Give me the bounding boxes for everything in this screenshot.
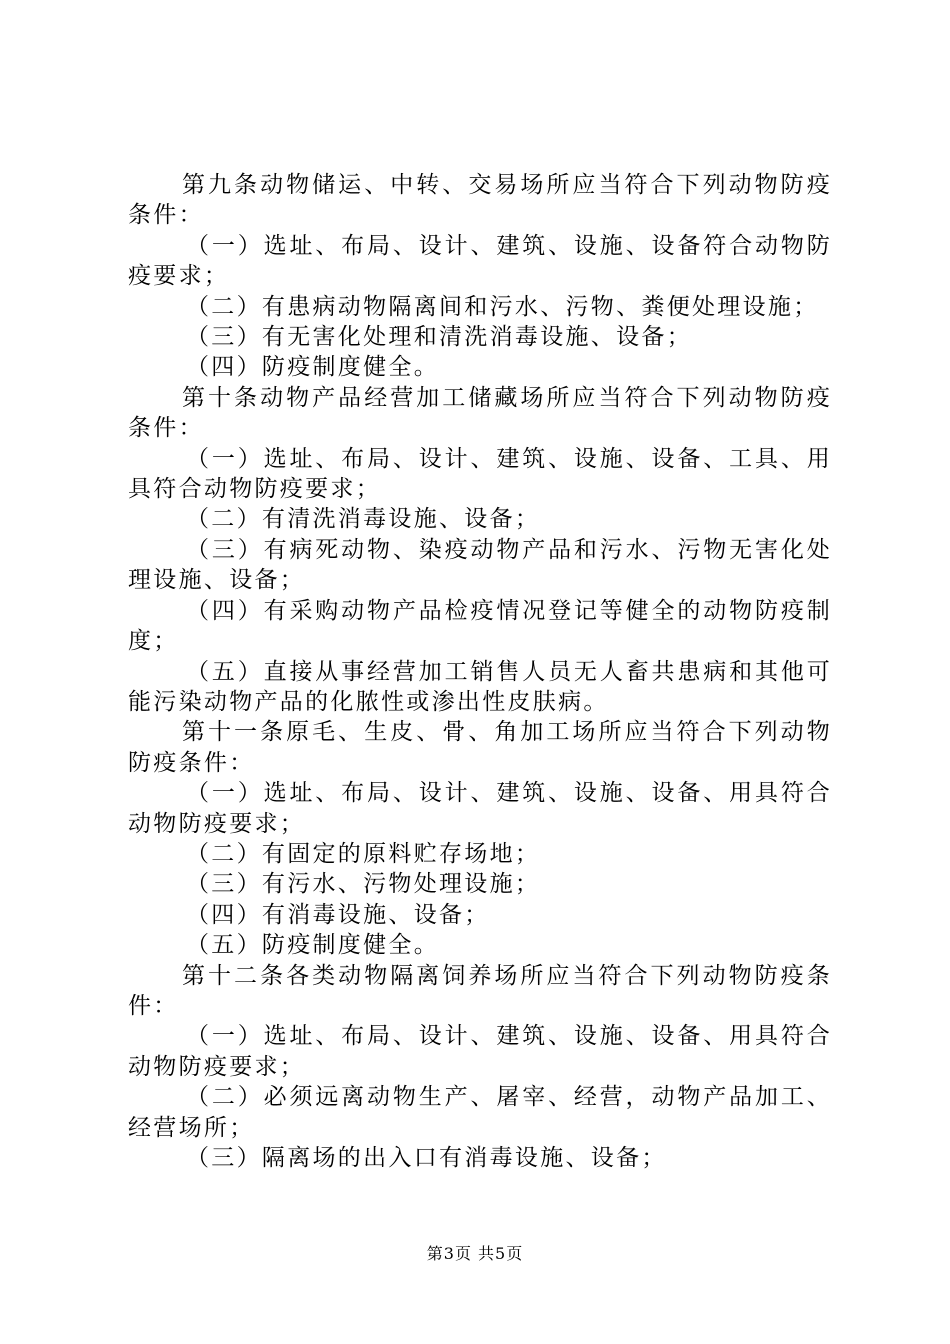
item-paragraph: （四）有采购动物产品检疫情况登记等健全的动物防疫制度；: [128, 597, 832, 655]
item-paragraph: （一）选址、布局、设计、建筑、设施、设备符合动物防疫要求；: [128, 232, 832, 290]
page-number-footer: 第3页 共5页: [426, 1244, 524, 1263]
item-paragraph: （四）防疫制度健全。: [186, 354, 439, 381]
item-paragraph: （一）选址、布局、设计、建筑、设施、设备、用具符合动物防疫要求；: [128, 780, 832, 837]
article-paragraph: 第十一条原毛、生皮、骨、角加工场所应当符合下列动物防疫条件：: [128, 719, 832, 776]
article-paragraph: 第十条动物产品经营加工储藏场所应当符合下列动物防疫条件：: [128, 384, 832, 442]
item-paragraph: （三）有无害化处理和清洗消毒设施、设备；: [186, 324, 692, 351]
item-paragraph: （三）隔离场的出入口有消毒设施、设备；: [186, 1145, 667, 1171]
item-paragraph: （五）直接从事经营加工销售人员无人畜共患病和其他可能污染动物产品的化脓性或渗出性皮肤病。: [128, 658, 832, 715]
item-paragraph: （二）有固定的原料贮存场地；: [186, 840, 541, 867]
item-paragraph: （三）有病死动物、染疫动物产品和污水、污物无害化处理设施、设备；: [128, 536, 832, 594]
item-paragraph: （三）有污水、污物处理设施；: [186, 871, 541, 898]
item-paragraph: （一）选址、布局、设计、建筑、设施、设备、工具、用具符合动物防疫要求；: [128, 445, 832, 503]
item-paragraph: （五）防疫制度健全。: [186, 932, 439, 959]
article-paragraph: 第十二条各类动物隔离饲养场所应当符合下列动物防疫条件：: [128, 962, 832, 1019]
item-paragraph: （一）选址、布局、设计、建筑、设施、设备、用具符合动物防疫要求；: [128, 1023, 832, 1080]
item-paragraph: （二）有患病动物隔离间和污水、污物、粪便处理设施；: [186, 293, 819, 320]
article-paragraph: 第九条动物储运、中转、交易场所应当符合下列动物防疫条件：: [128, 172, 832, 229]
item-paragraph: （二）有清洗消毒设施、设备；: [186, 506, 541, 533]
item-paragraph: （四）有消毒设施、设备；: [186, 901, 490, 928]
document-body: [128, 170, 832, 1173]
item-paragraph: （二）必须远离动物生产、屠宰、经营，动物产品加工、经营场所；: [128, 1084, 832, 1141]
